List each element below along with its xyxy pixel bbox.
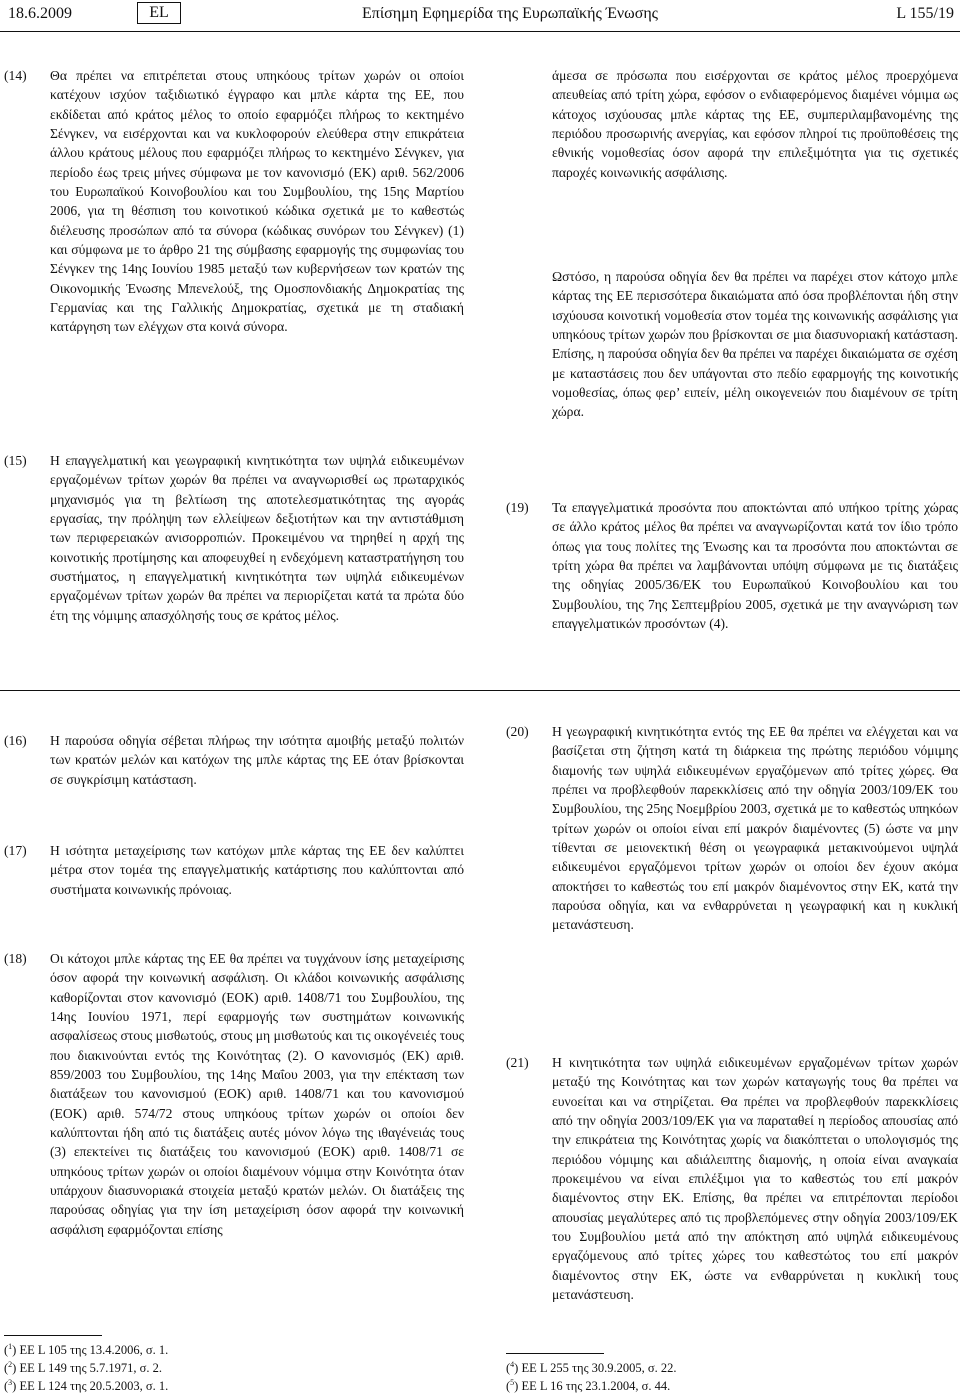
recital-text: Η ισότητα μεταχείρισης των κατόχων μπλε κάρτας της ΕΕ δεν καλύπτει μέτρα στον τομέα της επαγγελματικής κατάρτισης που καλύπτονται από συστήματα κοινωνικής πρόνοιας.	[50, 843, 464, 897]
footnote-rule	[506, 1353, 604, 1354]
recital-text: Η κινητικότητα των υψηλά ειδικευμένων εργαζομένων τρίτων χωρών μεταξύ της Κοινότητας και των χωρών καταγωγής τους θα πρέπει να ευνοείται και να στηρίζεται. Θα πρέπει να προβλεφθούν παρεκκλίσεις από την οδηγία 2003/109/ΕΚ για να παραταθεί η περίοδος απουσίας από την επικράτεια της Κοινότητας χωρίς να διακόπτεται ο υπολογισμός της περιόδου νόμιμης και αδιάλειπτης διαμονής, η οποία είναι αναγκαία προκειμένου να είναι επιλέξιμοι για το καθεστώς του επί μακρόν διαμένοντος στην ΕΚ. Επίσης, θα πρέπει να επιτρέπονται περίοδοι απουσίας μεγαλύτερες από τις προβλεπόμενες στην οδηγία 2003/109/ΕΚ του Συμβουλίου μετά από την απόκτηση από υψηλά ειδικευμένους εργαζόμενους από τρίτες χώρες του καθεστώτος του επί μακρόν διαμένοντος στην ΕΚ, ώστε να ενθαρρύνεται η κυκλική τους μετανάστευση.	[552, 1055, 958, 1303]
recital-text: Η επαγγελματική και γεωγραφική κινητικότητα των υψηλά ειδικευμένων εργαζομένων τρίτων χωρών θα πρέπει να αναγνωρισθεί ως πρωταρχικός μηχανισμός για τη βελτίωση της αποτελεσματικότητας της αγοράς εργασίας, την πρόληψη των ελλείψεων δεξιοτήτων και την αντιστάθμιση των περιφερειακών ανισορροπιών. Προκειμένου να τηρηθεί η αρχή της κοινοτικής προτίμησης και αποφευχθεί η ενδεχόμενη καταστρατήγηση του συστήματος, η επαγγελματική κινητικότητα των υψηλά ειδικευμένων εργαζομένων τρίτων χωρών θα πρέπει να περιορίζεται κατά τα πρώτα δύο έτη της νόμιμης απασχόλησής τους σε κράτος μέλος.	[50, 453, 464, 623]
recital-number: (18)	[4, 951, 27, 966]
footnote-rule	[4, 1335, 102, 1336]
recital-text: Η παρούσα οδηγία σέβεται πλήρως την ισότητα αμοιβής μεταξύ πολιτών των κρατών μελών και κατόχων της μπλε κάρτας της ΕΕ όταν βρίσκονται σε συγκρίσιμη κατάσταση.	[50, 733, 464, 787]
recital-text: άμεσα σε πρόσωπα που εισέρχονται σε κράτος μέλος προερχόμενα απευθείας από τρίτη χώρα, εφόσον ο ενδιαφερόμενος διαμένει νόμιμα ως κάτοχος ισχύουσας μπλε κάρτας της ΕΕ, συμπεριλαμβανομένης της περιόδου προσωρινής ανεργίας, και εφόσον πληροί τις προϋποθέσεις της εθνικής νομοθεσίας όσον αφορά την επιλεξιμότητα για τις σχετικές παροχές κοινωνικής ασφάλισης.	[552, 68, 958, 180]
footnote: ($^2$) ΕΕ L 149 της 5.7.1971, σ. 2.	[4, 1360, 163, 1376]
recital-number: (16)	[4, 733, 27, 748]
footnote: ($^5$) ΕΕ L 16 της 23.1.2004, σ. 44.	[506, 1378, 671, 1394]
footnote: ($^4$) ΕΕ L 255 της 30.9.2005, σ. 22.	[506, 1360, 677, 1376]
recital-number: (21)	[506, 1055, 529, 1070]
language-badge: EL	[137, 2, 181, 24]
footnote: ($^3$) ΕΕ L 124 της 20.5.2003, σ. 1.	[4, 1378, 169, 1394]
recital-text: Η γεωγραφική κινητικότητα εντός της ΕΕ θα πρέπει να ελέγχεται και να βασίζεται στη ζήτηση κατά τη διάρκεια της πρώτης περιόδου νόμιμης διαμονής των υψηλά ειδικευμένων εργαζόμενων από τρίτες χώρες. Θα πρέπει να προβλεφθούν παρεκκλίσεις από την οδηγία 2003/109/ΕΚ του Συμβουλίου, της 25ης Νοεμβρίου 2003, σχετικά με το καθεστώς υπηκόων τρίτων χωρών οι οποίοι είναι επί μακρόν διαμένοντες (5) ώστε να μην τίθενται σε μειονεκτική θέση οι γεωγραφικά μετακινούμενοι υψηλά ειδικευμένοι εργαζόμενοι τρίτων χωρών οι οποίοι δεν έχουν ακόμα αποκτήσει το καθεστώς του επί μακρόν διαμένοντος στην ΕΚ, κατά την παρούσα οδηγία, και να ενθαρρύνεται η γεωγραφική και η κυκλική μετανάστευση.	[552, 724, 958, 933]
recital-text: Ωστόσο, η παρούσα οδηγία δεν θα πρέπει να παρέχει στον κάτοχο μπλε κάρτας της ΕΕ περισσότερα δικαιώματα από όσα προβλέπονται ήδη στην ισχύουσα κοινοτική νομοθεσία στον τομέα της κοινωνικής ασφάλισης για υπηκόους τρίτων χωρών που βρίσκονται σε μια διασυνοριακή κατάσταση. Επίσης, η παρούσα οδηγία δεν θα πρέπει να παρέχει δικαιώματα σε σχέση με καταστάσεις που δεν υπάγονται στο πεδίο εφαρμογής της κοινοτικής νομοθεσίας, όπως φερ’ ειπείν, μέλη οικογενειών που διαμένουν σε τρίτη χώρα.	[552, 269, 958, 420]
page-header	[0, 0, 960, 30]
recital-number: (15)	[4, 453, 27, 468]
recital-number: (17)	[4, 843, 27, 858]
recital-number: (20)	[506, 724, 529, 739]
header-rule	[0, 31, 960, 32]
section-rule	[0, 690, 960, 691]
footnote: ($^1$) ΕΕ L 105 της 13.4.2006, σ. 1.	[4, 1342, 169, 1358]
page-reference: L 155/19	[896, 5, 954, 22]
recital-text: Θα πρέπει να επιτρέπεται στους υπηκόους τρίτων χωρών οι οποίοι κατέχουν ισχύον ταξιδιωτικό έγγραφο και μπλε κάρτα της ΕΕ, που εκδίδεται από κράτος μέλος το οποίο εφαρμόζει πλήρως το κεκτημένο Σένγκεν, να εισέρχονται και να κυκλοφορούν ελεύθερα στην επικράτεια άλλου κράτους μέλους που εφαρμόζει πλήρως το κεκτημένο Σένγκεν, για περίοδο έως τρεις μήνες σύμφωνα με τον κανονισμό (ΕΚ) αριθ. 562/2006 του Ευρωπαϊκού Κοινοβουλίου και του Συμβουλίου, της 15ης Μαρτίου 2006, για τη θέσπιση του κοινοτικού κώδικα σχετικά με το καθεστώς διέλευσης προσώπων από τα σύνορα (κώδικας συνόρων του Σένγκεν) (1) και σύμφωνα με το άρθρο 21 της σύμβασης εφαρμογής της συμφωνίας του Σένγκεν της 14ης Ιουνίου 1985 μεταξύ των κυβερνήσεων των κρατών της Οικονομικής Ένωσης Μπενελούξ, της Ομοσπονδιακής Δημοκρατίας της Γερμανίας και της Γαλλικής Δημοκρατίας, σχετικά με τη σταδιακή κατάργηση των ελέγχων στα κοινά σύνορα.	[50, 68, 464, 335]
recital-text: Τα επαγγελματικά προσόντα που αποκτώνται από υπήκοο τρίτης χώρας σε άλλο κράτος μέλος θα πρέπει να αναγνωρίζονται κατά τον ίδιο τρόπο όπως για τους πολίτες της Ένωσης και τα προσόντα που αποκτώνται σε τρίτη χώρα θα πρέπει να λαμβάνονται υπόψη σύμφωνα με τις διατάξεις της οδηγίας 2005/36/ΕΚ του Ευρωπαϊκού Κοινοβουλίου και του Συμβουλίου, της 7ης Σεπτεμβρίου 2005, σχετικά με την αναγνώριση των επαγγελματικών προσόντων (4).	[552, 500, 958, 632]
journal-title: Επίσημη Εφημερίδα της Ευρωπαϊκής Ένωσης	[361, 5, 659, 22]
recital-text: Οι κάτοχοι μπλε κάρτας της ΕΕ θα πρέπει να τυγχάνουν ίσης μεταχείρισης όσον αφορά την κοινωνική ασφάλιση. Οι κλάδοι κοινωνικής ασφάλισης καθορίζονται στον κανονισμό (ΕΟΚ) αριθ. 1408/71 του Συμβουλίου, της 14ης Ιουνίου 1971, περί εφαρμογής των συστημάτων κοινωνικής ασφαλίσεως στους μισθωτούς, στους μη μισθωτούς και τις οικογένειές τους που διακινούνται εντός της Κοινότητας (2). Ο κανονισμός (ΕΚ) αριθ. 859/2003 του Συμβουλίου, της 14ης Μαΐου 2003, για την επέκταση των διατάξεων του κανονισμού (ΕΟΚ) αριθ. 1408/71 και του κανονισμού (ΕΟΚ) αριθ. 574/72 στους υπηκόους τρίτων χωρών οι οποίοι δεν καλύπτονται ήδη από τις διατάξεις αυτές μόνον λόγω της ιθαγένειάς τους (3) επεκτείνει τις διατάξεις του κανονισμού (ΕΟΚ) αριθ. 1408/71 σε υπηκόους τρίτων χωρών οι οποίοι διαμένουν νόμιμα στην Κοινότητα όταν υπάρχουν διασυνοριακά στοιχεία μεταξύ κρατών μελών. Οι διατάξεις της παρούσας οδηγίας για την ίση μεταχείριση όσον αφορά την κοινωνική ασφάλιση εφαρμόζονται επίσης	[50, 951, 464, 1237]
recital-number: (14)	[4, 68, 27, 83]
header-date: 18.6.2009	[8, 5, 72, 22]
recital-number: (19)	[506, 500, 529, 515]
